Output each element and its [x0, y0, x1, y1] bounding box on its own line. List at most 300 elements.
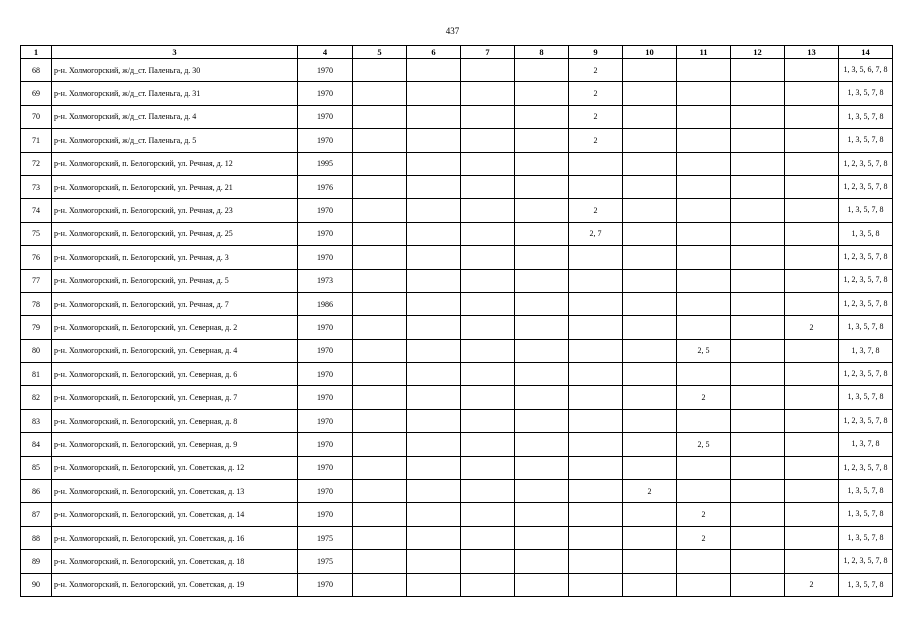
col6-cell: [407, 59, 461, 82]
col10-cell: [623, 269, 677, 292]
col5-cell: [353, 433, 407, 456]
address-cell: р-н. Холмогорский, п. Белогорский, ул. Северная, д. 8: [52, 409, 298, 432]
col12-cell: [731, 292, 785, 315]
col13-cell: [785, 550, 839, 573]
row-number-cell: 73: [21, 175, 52, 198]
col10-cell: [623, 199, 677, 222]
col12-cell: [731, 339, 785, 362]
col8-cell: [515, 246, 569, 269]
col10-cell: [623, 246, 677, 269]
table-row: [21, 222, 893, 245]
col9-cell: [569, 503, 623, 526]
row-number-cell: 77: [21, 269, 52, 292]
col14-cell: 1, 3, 7, 8: [839, 433, 893, 456]
col12-cell: [731, 105, 785, 128]
col5-cell: [353, 59, 407, 82]
address-cell: р-н. Холмогорский, ж/д_ст. Паленьга, д. 5: [52, 129, 298, 152]
row-number-cell: 86: [21, 480, 52, 503]
col10-cell: [623, 292, 677, 315]
column-header: 12: [731, 46, 785, 59]
col11-cell: 2: [677, 386, 731, 409]
year-cell: 1975: [298, 550, 353, 573]
col5-cell: [353, 386, 407, 409]
col8-cell: [515, 175, 569, 198]
col5-cell: [353, 316, 407, 339]
col6-cell: [407, 409, 461, 432]
col14-cell: 1, 3, 5, 7, 8: [839, 573, 893, 596]
year-cell: 1975: [298, 526, 353, 549]
col13-cell: [785, 456, 839, 479]
col5-cell: [353, 526, 407, 549]
col13-cell: 2: [785, 573, 839, 596]
col12-cell: [731, 246, 785, 269]
table-row: [21, 433, 893, 456]
column-header: 11: [677, 46, 731, 59]
col11-cell: [677, 550, 731, 573]
table-row: [21, 316, 893, 339]
year-cell: 1970: [298, 480, 353, 503]
address-cell: р-н. Холмогорский, п. Белогорский, ул. Советская, д. 14: [52, 503, 298, 526]
col9-cell: 2: [569, 59, 623, 82]
col13-cell: [785, 433, 839, 456]
housing-registry-table: [20, 45, 893, 597]
column-header: 13: [785, 46, 839, 59]
col6-cell: [407, 550, 461, 573]
year-cell: 1970: [298, 222, 353, 245]
col9-cell: 2: [569, 105, 623, 128]
col7-cell: [461, 59, 515, 82]
col6-cell: [407, 526, 461, 549]
year-cell: 1970: [298, 105, 353, 128]
col13-cell: [785, 152, 839, 175]
col5-cell: [353, 503, 407, 526]
year-cell: 1970: [298, 503, 353, 526]
col8-cell: [515, 269, 569, 292]
col8-cell: [515, 456, 569, 479]
col14-cell: 1, 2, 3, 5, 7, 8: [839, 175, 893, 198]
address-cell: р-н. Холмогорский, ж/д_ст. Паленьга, д. 31: [52, 82, 298, 105]
col9-cell: [569, 409, 623, 432]
col5-cell: [353, 339, 407, 362]
table-row: [21, 409, 893, 432]
address-cell: р-н. Холмогорский, п. Белогорский, ул. Речная, д. 25: [52, 222, 298, 245]
address-cell: р-н. Холмогорский, п. Белогорский, ул. Советская, д. 18: [52, 550, 298, 573]
address-cell: р-н. Холмогорский, п. Белогорский, ул. Северная, д. 2: [52, 316, 298, 339]
col11-cell: [677, 152, 731, 175]
col6-cell: [407, 246, 461, 269]
col5-cell: [353, 292, 407, 315]
col12-cell: [731, 550, 785, 573]
col14-cell: 1, 3, 5, 7, 8: [839, 105, 893, 128]
col14-cell: 1, 3, 5, 7, 8: [839, 129, 893, 152]
col13-cell: [785, 82, 839, 105]
col12-cell: [731, 433, 785, 456]
col5-cell: [353, 269, 407, 292]
year-cell: 1970: [298, 59, 353, 82]
col9-cell: [569, 550, 623, 573]
table-body: [21, 59, 893, 597]
col6-cell: [407, 292, 461, 315]
table-row: [21, 199, 893, 222]
year-cell: 1986: [298, 292, 353, 315]
col7-cell: [461, 480, 515, 503]
col10-cell: [623, 222, 677, 245]
col8-cell: [515, 316, 569, 339]
col8-cell: [515, 550, 569, 573]
row-number-cell: 83: [21, 409, 52, 432]
col11-cell: [677, 59, 731, 82]
col6-cell: [407, 152, 461, 175]
col10-cell: [623, 59, 677, 82]
col13-cell: [785, 409, 839, 432]
col10-cell: [623, 503, 677, 526]
col5-cell: [353, 152, 407, 175]
row-number-cell: 69: [21, 82, 52, 105]
row-number-cell: 85: [21, 456, 52, 479]
address-cell: р-н. Холмогорский, п. Белогорский, ул. Речная, д. 23: [52, 199, 298, 222]
address-cell: р-н. Холмогорский, п. Белогорский, ул. Речная, д. 5: [52, 269, 298, 292]
col8-cell: [515, 222, 569, 245]
address-cell: р-н. Холмогорский, ж/д_ст. Паленьга, д. 4: [52, 105, 298, 128]
col7-cell: [461, 409, 515, 432]
col14-cell: 1, 3, 5, 7, 8: [839, 316, 893, 339]
column-header: 6: [407, 46, 461, 59]
col9-cell: [569, 246, 623, 269]
col7-cell: [461, 339, 515, 362]
col12-cell: [731, 269, 785, 292]
row-number-cell: 79: [21, 316, 52, 339]
col11-cell: 2: [677, 526, 731, 549]
column-header: 14: [839, 46, 893, 59]
column-header: 10: [623, 46, 677, 59]
year-cell: 1970: [298, 199, 353, 222]
col6-cell: [407, 199, 461, 222]
col10-cell: [623, 456, 677, 479]
address-cell: р-н. Холмогорский, ж/д_ст. Паленьга, д. 30: [52, 59, 298, 82]
column-header: 9: [569, 46, 623, 59]
col6-cell: [407, 480, 461, 503]
col14-cell: 1, 3, 5, 7, 8: [839, 480, 893, 503]
col12-cell: [731, 363, 785, 386]
col14-cell: 1, 2, 3, 5, 7, 8: [839, 269, 893, 292]
col5-cell: [353, 550, 407, 573]
col6-cell: [407, 82, 461, 105]
table-row: [21, 269, 893, 292]
row-number-cell: 70: [21, 105, 52, 128]
address-cell: р-н. Холмогорский, п. Белогорский, ул. Северная, д. 9: [52, 433, 298, 456]
year-cell: 1970: [298, 246, 353, 269]
year-cell: 1970: [298, 433, 353, 456]
col14-cell: 1, 3, 5, 6, 7, 8: [839, 59, 893, 82]
col8-cell: [515, 129, 569, 152]
col7-cell: [461, 199, 515, 222]
year-cell: 1970: [298, 456, 353, 479]
col14-cell: 1, 3, 5, 8: [839, 222, 893, 245]
col13-cell: [785, 199, 839, 222]
col7-cell: [461, 152, 515, 175]
col9-cell: [569, 480, 623, 503]
col9-cell: 2: [569, 199, 623, 222]
col11-cell: [677, 573, 731, 596]
col10-cell: 2: [623, 480, 677, 503]
col11-cell: 2, 5: [677, 433, 731, 456]
col13-cell: [785, 292, 839, 315]
col11-cell: [677, 480, 731, 503]
col13-cell: [785, 129, 839, 152]
col9-cell: [569, 363, 623, 386]
col13-cell: [785, 480, 839, 503]
col14-cell: 1, 3, 5, 7, 8: [839, 503, 893, 526]
row-number-cell: 87: [21, 503, 52, 526]
col6-cell: [407, 433, 461, 456]
col10-cell: [623, 339, 677, 362]
address-cell: р-н. Холмогорский, п. Белогорский, ул. Советская, д. 16: [52, 526, 298, 549]
col5-cell: [353, 363, 407, 386]
address-cell: р-н. Холмогорский, п. Белогорский, ул. Северная, д. 4: [52, 339, 298, 362]
page-number: 437: [445, 26, 460, 36]
address-cell: р-н. Холмогорский, п. Белогорский, ул. Советская, д. 13: [52, 480, 298, 503]
col13-cell: [785, 105, 839, 128]
col6-cell: [407, 503, 461, 526]
row-number-cell: 90: [21, 573, 52, 596]
year-cell: 1973: [298, 269, 353, 292]
col6-cell: [407, 222, 461, 245]
col11-cell: [677, 269, 731, 292]
column-header: 4: [298, 46, 353, 59]
col9-cell: [569, 269, 623, 292]
col11-cell: 2: [677, 503, 731, 526]
table-row: [21, 82, 893, 105]
col6-cell: [407, 363, 461, 386]
col9-cell: [569, 573, 623, 596]
col8-cell: [515, 480, 569, 503]
address-cell: р-н. Холмогорский, п. Белогорский, ул. Северная, д. 7: [52, 386, 298, 409]
col10-cell: [623, 129, 677, 152]
col12-cell: [731, 573, 785, 596]
col10-cell: [623, 316, 677, 339]
year-cell: 1970: [298, 363, 353, 386]
col8-cell: [515, 526, 569, 549]
col7-cell: [461, 269, 515, 292]
table-row: [21, 129, 893, 152]
col7-cell: [461, 316, 515, 339]
col9-cell: [569, 339, 623, 362]
col10-cell: [623, 152, 677, 175]
address-cell: р-н. Холмогорский, п. Белогорский, ул. Северная, д. 6: [52, 363, 298, 386]
row-number-cell: 74: [21, 199, 52, 222]
col8-cell: [515, 433, 569, 456]
col11-cell: 2, 5: [677, 339, 731, 362]
col8-cell: [515, 199, 569, 222]
table-row: [21, 363, 893, 386]
col12-cell: [731, 82, 785, 105]
col9-cell: 2: [569, 82, 623, 105]
col13-cell: [785, 339, 839, 362]
col6-cell: [407, 316, 461, 339]
row-number-cell: 80: [21, 339, 52, 362]
col10-cell: [623, 105, 677, 128]
col8-cell: [515, 573, 569, 596]
col13-cell: [785, 526, 839, 549]
col8-cell: [515, 59, 569, 82]
col11-cell: [677, 105, 731, 128]
table-header-row: [21, 46, 893, 59]
col5-cell: [353, 573, 407, 596]
col7-cell: [461, 222, 515, 245]
address-cell: р-н. Холмогорский, п. Белогорский, ул. Речная, д. 7: [52, 292, 298, 315]
col10-cell: [623, 526, 677, 549]
col7-cell: [461, 526, 515, 549]
col12-cell: [731, 386, 785, 409]
row-number-cell: 89: [21, 550, 52, 573]
year-cell: 1970: [298, 409, 353, 432]
col7-cell: [461, 363, 515, 386]
col14-cell: 1, 2, 3, 5, 7, 8: [839, 152, 893, 175]
col13-cell: [785, 363, 839, 386]
address-cell: р-н. Холмогорский, п. Белогорский, ул. Советская, д. 12: [52, 456, 298, 479]
col11-cell: [677, 82, 731, 105]
col7-cell: [461, 129, 515, 152]
col12-cell: [731, 199, 785, 222]
col12-cell: [731, 316, 785, 339]
row-number-cell: 88: [21, 526, 52, 549]
col5-cell: [353, 82, 407, 105]
col9-cell: 2, 7: [569, 222, 623, 245]
col5-cell: [353, 409, 407, 432]
table-row: [21, 503, 893, 526]
col12-cell: [731, 175, 785, 198]
col13-cell: [785, 503, 839, 526]
col10-cell: [623, 433, 677, 456]
col12-cell: [731, 222, 785, 245]
col11-cell: [677, 409, 731, 432]
col5-cell: [353, 175, 407, 198]
year-cell: 1970: [298, 339, 353, 362]
column-header: 8: [515, 46, 569, 59]
column-header: 3: [52, 46, 298, 59]
col8-cell: [515, 152, 569, 175]
address-cell: р-н. Холмогорский, п. Белогорский, ул. Речная, д. 21: [52, 175, 298, 198]
table-row: [21, 456, 893, 479]
col9-cell: [569, 292, 623, 315]
col8-cell: [515, 409, 569, 432]
col8-cell: [515, 82, 569, 105]
col10-cell: [623, 175, 677, 198]
col9-cell: [569, 152, 623, 175]
col6-cell: [407, 386, 461, 409]
col9-cell: [569, 433, 623, 456]
col9-cell: [569, 175, 623, 198]
col7-cell: [461, 175, 515, 198]
table-row: [21, 526, 893, 549]
col9-cell: [569, 456, 623, 479]
col14-cell: 1, 3, 5, 7, 8: [839, 82, 893, 105]
column-header: 1: [21, 46, 52, 59]
col9-cell: [569, 316, 623, 339]
col7-cell: [461, 433, 515, 456]
col5-cell: [353, 246, 407, 269]
col12-cell: [731, 526, 785, 549]
col8-cell: [515, 503, 569, 526]
col11-cell: [677, 222, 731, 245]
col6-cell: [407, 175, 461, 198]
col7-cell: [461, 246, 515, 269]
table-row: [21, 550, 893, 573]
col11-cell: [677, 129, 731, 152]
col5-cell: [353, 105, 407, 128]
col12-cell: [731, 409, 785, 432]
col8-cell: [515, 292, 569, 315]
col5-cell: [353, 199, 407, 222]
row-number-cell: 78: [21, 292, 52, 315]
row-number-cell: 72: [21, 152, 52, 175]
table-row: [21, 152, 893, 175]
col7-cell: [461, 550, 515, 573]
column-header: 5: [353, 46, 407, 59]
row-number-cell: 76: [21, 246, 52, 269]
col14-cell: 1, 3, 5, 7, 8: [839, 199, 893, 222]
col5-cell: [353, 456, 407, 479]
col14-cell: 1, 2, 3, 5, 7, 8: [839, 409, 893, 432]
col6-cell: [407, 456, 461, 479]
col11-cell: [677, 246, 731, 269]
col12-cell: [731, 503, 785, 526]
col11-cell: [677, 316, 731, 339]
col14-cell: 1, 3, 5, 7, 8: [839, 526, 893, 549]
col8-cell: [515, 105, 569, 128]
col7-cell: [461, 105, 515, 128]
col14-cell: 1, 2, 3, 5, 7, 8: [839, 456, 893, 479]
year-cell: 1970: [298, 129, 353, 152]
col7-cell: [461, 292, 515, 315]
year-cell: 1995: [298, 152, 353, 175]
col12-cell: [731, 129, 785, 152]
column-header: 7: [461, 46, 515, 59]
address-cell: р-н. Холмогорский, п. Белогорский, ул. Речная, д. 3: [52, 246, 298, 269]
col6-cell: [407, 105, 461, 128]
col5-cell: [353, 480, 407, 503]
col13-cell: [785, 386, 839, 409]
row-number-cell: 71: [21, 129, 52, 152]
col12-cell: [731, 59, 785, 82]
table-row: [21, 175, 893, 198]
col13-cell: [785, 269, 839, 292]
col12-cell: [731, 456, 785, 479]
table-row: [21, 292, 893, 315]
row-number-cell: 81: [21, 363, 52, 386]
address-cell: р-н. Холмогорский, п. Белогорский, ул. Речная, д. 12: [52, 152, 298, 175]
col8-cell: [515, 339, 569, 362]
col14-cell: 1, 2, 3, 5, 7, 8: [839, 550, 893, 573]
row-number-cell: 68: [21, 59, 52, 82]
row-number-cell: 84: [21, 433, 52, 456]
col12-cell: [731, 480, 785, 503]
row-number-cell: 82: [21, 386, 52, 409]
col7-cell: [461, 386, 515, 409]
col11-cell: [677, 292, 731, 315]
col11-cell: [677, 456, 731, 479]
address-cell: р-н. Холмогорский, п. Белогорский, ул. Советская, д. 19: [52, 573, 298, 596]
year-cell: 1970: [298, 82, 353, 105]
table-row: [21, 339, 893, 362]
col13-cell: [785, 59, 839, 82]
col14-cell: 1, 2, 3, 5, 7, 8: [839, 246, 893, 269]
table-row: [21, 105, 893, 128]
col14-cell: 1, 3, 7, 8: [839, 339, 893, 362]
col7-cell: [461, 82, 515, 105]
year-cell: 1970: [298, 316, 353, 339]
col12-cell: [731, 152, 785, 175]
